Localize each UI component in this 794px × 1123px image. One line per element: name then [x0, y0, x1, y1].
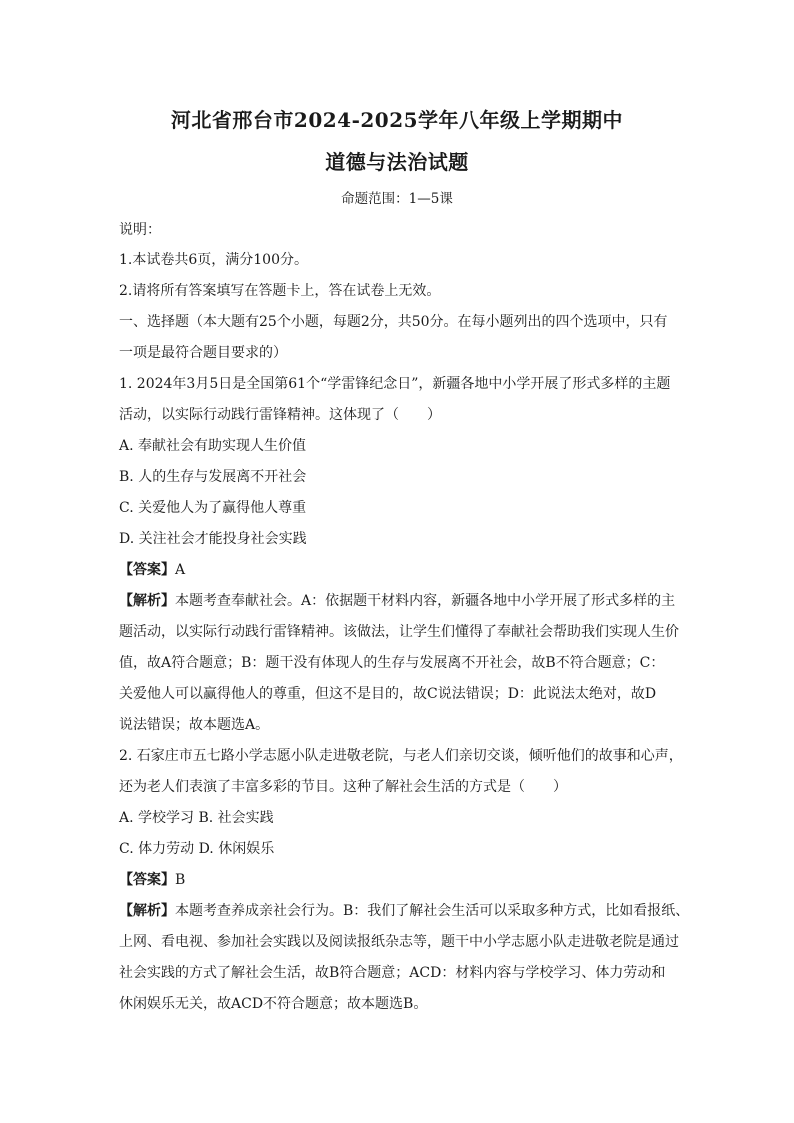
question-1-option-b: B. 人的生存与发展离不开社会: [119, 469, 307, 485]
note-item: 1.本试卷共6页，满分100分。: [119, 252, 308, 268]
answer-value: A: [175, 562, 186, 578]
notes-label: 说明：: [119, 222, 161, 238]
question-2-answer: [119, 870, 185, 890]
analysis-line: 社会实践的方式了解社会生活，故B符合题意；ACD：材料内容与学校学习、体力劳动和: [119, 965, 666, 981]
analysis-text: 本题考查养成亲社会行为。B：我们了解社会生活可以采取多种方式，比如看报纸、: [175, 903, 690, 919]
question-1-option-a: A. 奉献社会有助实现人生价值: [119, 438, 307, 454]
analysis-tag: 【解析】: [119, 593, 175, 609]
analysis-text: 本题考查奉献社会。A：依据题干材料内容，新疆各地中小学开展了形式多样的主: [175, 593, 676, 609]
note-item: 2.请将所有答案填写在答题卡上，答在试卷上无效。: [119, 283, 441, 299]
question-1-analysis: [119, 591, 675, 611]
question-1-stem-cont: 活动，以实际行动践行雷锋精神。这体现了（ ）: [119, 407, 441, 423]
analysis-line: 关爱他人可以赢得他人的尊重，但这不是目的，故C说法错误；D：此说法太绝对，故D: [119, 686, 657, 702]
question-1-option-c: C. 关爱他人为了赢得他人尊重: [119, 500, 307, 516]
analysis-line: 上网、看电视、参加社会实践以及阅读报纸杂志等，题干中小学志愿小队走进敬老院是通过: [119, 934, 679, 950]
question-1-answer: [119, 560, 185, 580]
section-heading-cont: 一项是最符合题目要求的）: [119, 345, 287, 361]
analysis-line: 休闲娱乐无关，故ACD不符合题意；故本题选B。: [119, 996, 428, 1012]
analysis-line: 说法错误；故本题选A。: [119, 717, 270, 733]
answer-value: B: [175, 872, 186, 888]
question-1-option-d: D. 关注社会才能投身社会实践: [119, 531, 307, 547]
analysis-tag: 【解析】: [119, 903, 175, 919]
question-1-stem: 1. 2024年3月5日是全国第61个“学雷锋纪念日”，新疆各地中小学开展了形式多样的主题: [119, 376, 671, 392]
scope-line: 命题范围：1—5课: [341, 191, 453, 207]
analysis-line: 值，故A符合题意；B：题干没有体现人的生存与发展离不开社会，故B不符合题意；C：: [119, 655, 665, 671]
exam-subject-title: 道德与法治试题: [325, 150, 469, 174]
section-heading: 一、选择题（本大题有25个小题，每题2分，共50分。在每小题列出的四个选项中，只有: [119, 314, 668, 330]
question-2-stem-cont: 还为老人们表演了丰富多彩的节目。这种了解社会生活的方式是（ ）: [119, 779, 567, 795]
answer-tag: 【答案】: [119, 872, 175, 888]
question-2-options-ab: A. 学校学习 B. 社会实践: [119, 810, 274, 826]
question-2-analysis: [119, 901, 689, 921]
analysis-line: 题活动，以实际行动践行雷锋精神。该做法，让学生们懂得了奉献社会帮助我们实现人生价: [119, 624, 679, 640]
question-2-options-cd: C. 体力劳动 D. 休闲娱乐: [119, 841, 275, 857]
exam-title: 河北省邢台市2024-2025学年八年级上学期期中: [170, 108, 624, 132]
question-2-stem: 2. 石家庄市五七路小学志愿小队走进敬老院，与老人们亲切交谈，倾听他们的故事和心声，: [119, 748, 683, 764]
answer-tag: 【答案】: [119, 562, 175, 578]
